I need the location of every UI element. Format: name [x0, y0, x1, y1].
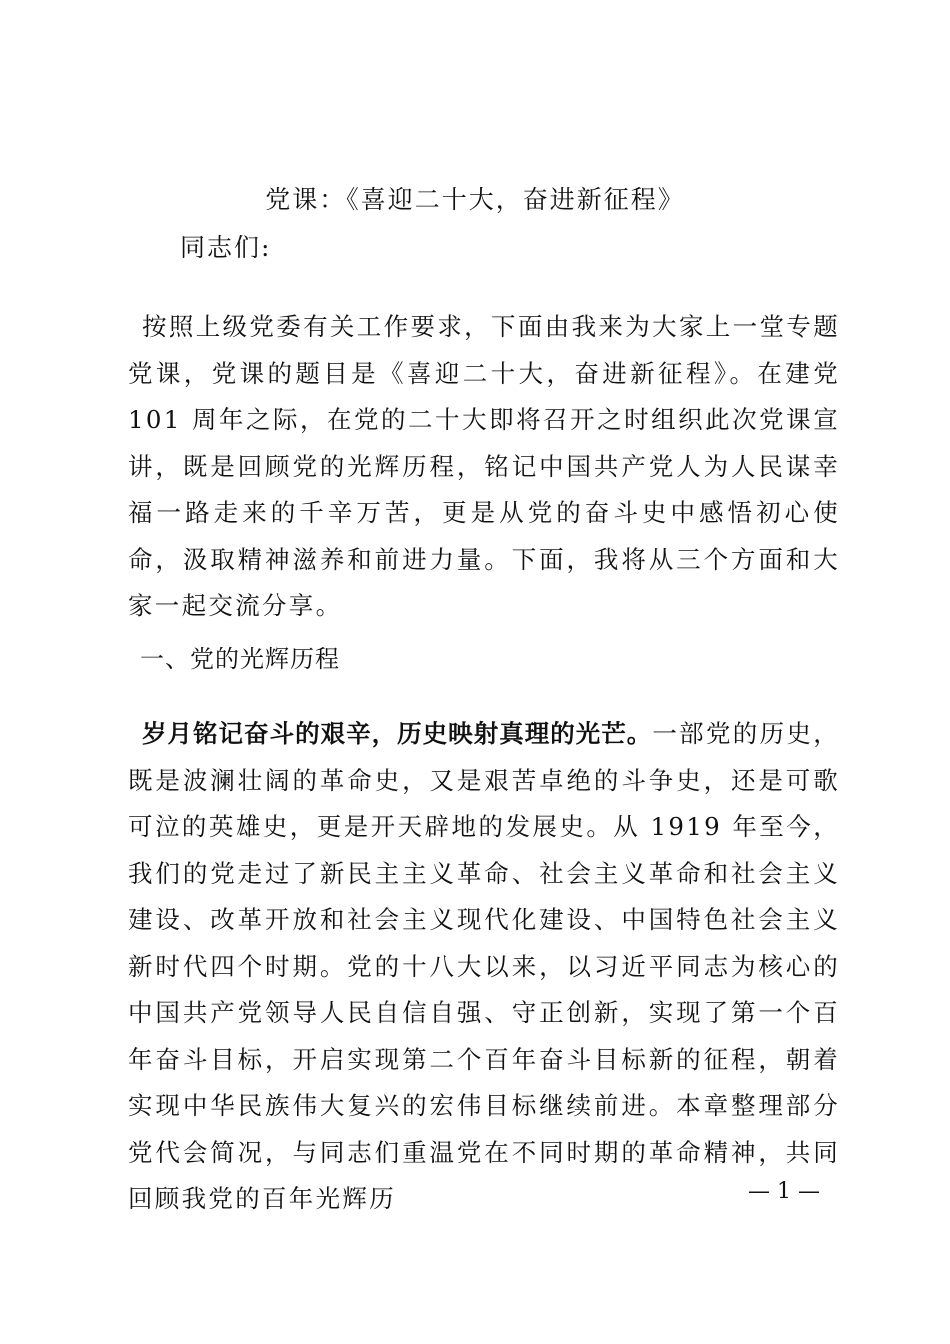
section-body-text: 一部党的历史，既是波澜壮阔的革命史，又是艰苦卓绝的斗争史，还是可歌可泣的英雄史，更是开天辟地的发展史。从 1919 年至今，我们的党走过了新民主主义革命、社会主义革命和社会主义建设、改革开放和社会主义现代化建设、中国特色社会主义新时代四个时期。党的十八大以来，以习近平同志为核心的中国共产党领导人民自信自强、守正创新，实现了第一个百年奋斗目标，开启实现第二个百年奋斗目标新的征程，朝着实现中华民族伟大复兴的宏伟目标继续前进。本章整理部分党代会简况，与同志们重温党在不同时期的革命精神，共同回顾我党的百年光辉历	[128, 719, 841, 1213]
section-paragraph	[128, 711, 840, 1223]
page-number: — 1 —	[748, 1179, 820, 1204]
document-title: 党课：《喜迎二十大，奋进新征程》	[265, 185, 685, 214]
section-heading: 一、党的光辉历程	[140, 645, 340, 673]
salutation: 同志们:	[180, 233, 272, 262]
intro-paragraph: 按照上级党委有关工作要求，下面由我来为大家上一堂专题党课，党课的题目是《喜迎二十大，奋进新征程》。在建党 101 周年之际，在党的二十大即将召开之时组织此次党课宣讲，既是回顾党的光辉历程，铭记中国共产党人为人民谋幸福一路走来的千辛万苦，更是从党的奋斗史中感悟初心使命，汲取精神滋养和前进力量。下面，我将从三个方面和大家一起交流分享。	[128, 312, 840, 620]
section-lead-sentence: 岁月铭记奋斗的艰辛，历史映射真理的光芒。	[142, 719, 653, 748]
